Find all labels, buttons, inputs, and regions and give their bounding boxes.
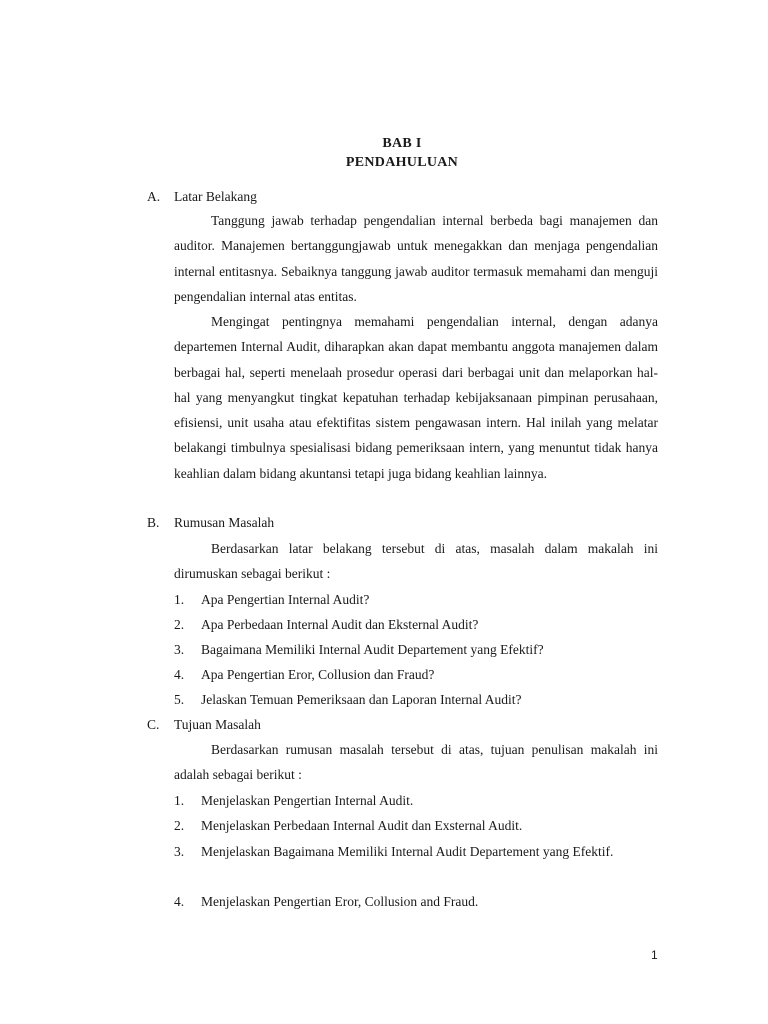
list-item: [174, 612, 658, 637]
list-number: 3.: [174, 844, 185, 859]
section-letter: A.: [147, 189, 161, 204]
list-number: 5.: [174, 692, 185, 707]
section-letter: C.: [147, 717, 160, 732]
chapter-title: PENDAHULUAN: [345, 155, 459, 170]
paragraph: Tanggung jawab terhadap pengendalian internal berbeda bagi manajemen dan auditor. Manajemen bertanggungjawab untuk menegakkan dan menjaga pengendalian internal entitasnya. Sebaiknya tanggung jawab auditor termasuk memahami dan menguji pengendalian internal atas entitas.: [174, 213, 658, 304]
section-title: Latar Belakang: [174, 189, 257, 204]
paragraph: Berdasarkan rumusan masalah tersebut di atas, tujuan penulisan makalah ini adalah sebagai berikut :: [174, 742, 658, 783]
paragraph: Berdasarkan latar belakang tersebut di atas, masalah dalam makalah ini dirumuskan sebagai berikut :: [174, 541, 658, 582]
chapter-number: BAB I: [382, 136, 422, 151]
list-number: 4.: [174, 667, 185, 682]
list-number: 1.: [174, 592, 185, 607]
section-title: Tujuan Masalah: [174, 717, 261, 732]
list-text: Menjelaskan Pengertian Eror, Collusion and Fraud.: [201, 894, 479, 909]
list-number: 2.: [174, 818, 185, 833]
list-text: Menjelaskan Perbedaan Internal Audit dan Exsternal Audit.: [201, 818, 523, 833]
list-item: [174, 813, 658, 838]
list-item: [174, 687, 658, 712]
section-heading-c: [147, 717, 667, 733]
list-item: [174, 839, 658, 864]
paragraph: Mengingat pentingnya memahami pengendalian internal, dengan adanya departemen Internal Audit, diharapkan akan dapat membantu anggota manajemen dalam berbagai hal, seperti menelaah prosedur operasi dari berbagai unit dan melaporkan hal-hal yang menyangkut tingkat kepatuhan terhadap kebijaksanaan pimpinan perusahaan, efisiensi, unit usaha atau efektifitas sistem pengawasan intern. Hal inilah yang melatar belakangi timbulnya spesialisasi bidang pemeriksaan intern, yang menuntut tidak hanya keahlian dalam bidang akuntansi tetapi juga bidang keahlian lainnya.: [174, 314, 658, 481]
list-number: 4.: [174, 894, 185, 909]
list-number: 2.: [174, 617, 185, 632]
list-number: 1.: [174, 793, 185, 808]
list-text: Apa Perbedaan Internal Audit dan Eksternal Audit?: [201, 617, 479, 632]
list-item: [174, 662, 658, 687]
section-heading-b: [147, 515, 667, 531]
list-text: Apa Pengertian Internal Audit?: [201, 592, 370, 607]
list-number: 3.: [174, 642, 185, 657]
section-title: Rumusan Masalah: [174, 515, 275, 530]
list-text: Jelaskan Temuan Pemeriksaan dan Laporan Internal Audit?: [201, 692, 522, 707]
list-item: [174, 637, 658, 662]
list-text: Menjelaskan Bagaimana Memiliki Internal Audit Departement yang Efektif.: [201, 844, 614, 859]
list-item: [174, 889, 658, 914]
list-item: [174, 788, 658, 813]
section-letter: B.: [147, 515, 160, 530]
list-text: Bagaimana Memiliki Internal Audit Departement yang Efektif?: [201, 642, 544, 657]
section-heading-a: [147, 189, 667, 205]
page-number: 1: [651, 948, 658, 962]
list-item: [174, 587, 658, 612]
list-text: Apa Pengertian Eror, Collusion dan Fraud?: [201, 667, 435, 682]
list-text: Menjelaskan Pengertian Internal Audit.: [201, 793, 414, 808]
